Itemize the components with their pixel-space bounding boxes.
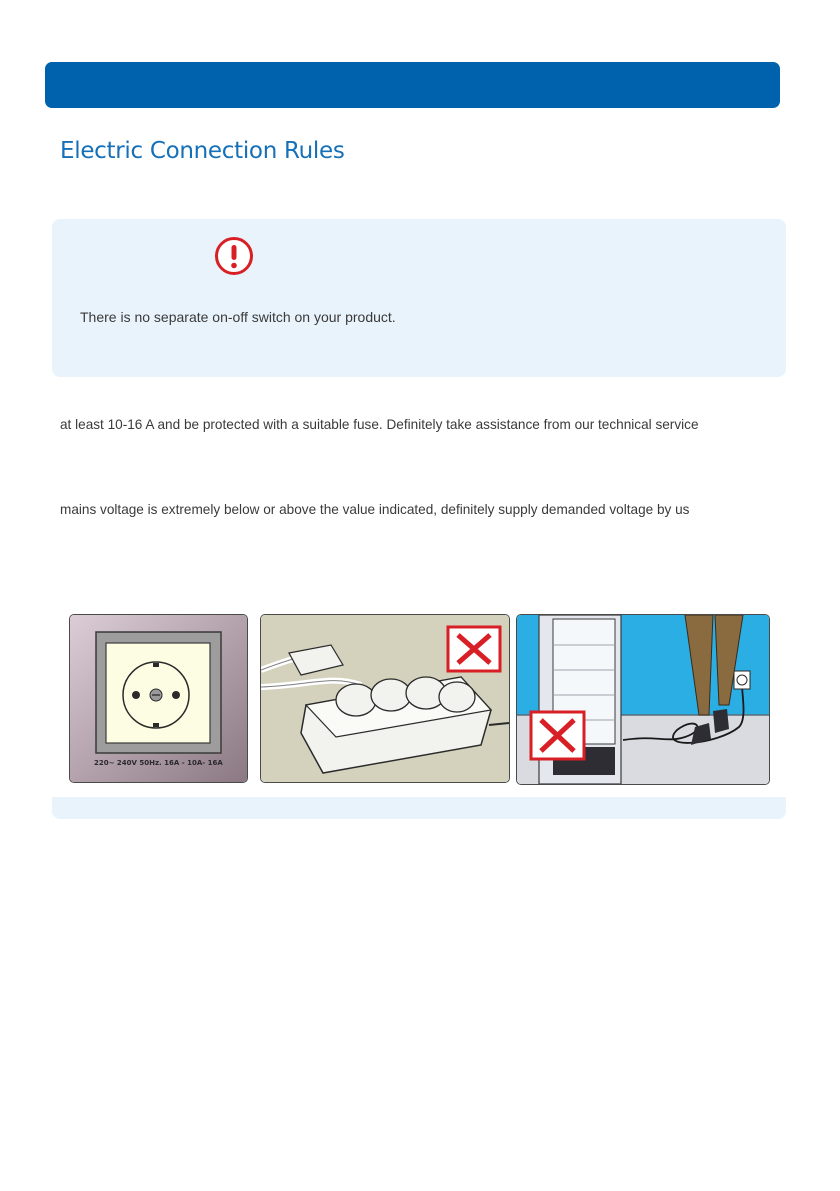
cross-mark-icon: [448, 627, 500, 671]
socket-illustration: [69, 614, 248, 783]
socket-rating-caption: 220~ 240V 50Hz. 16A - 10A- 16A: [94, 759, 223, 767]
warning-text: There is no separate on-off switch on your product.: [80, 309, 396, 325]
section-title: Electric Connection Rules: [60, 138, 345, 164]
cross-mark-icon: [531, 712, 584, 759]
warning-box: [52, 219, 786, 377]
exclamation-circle-icon: [213, 235, 255, 277]
power-strip-illustration: [260, 614, 510, 783]
wall-socket-icon: [123, 662, 189, 728]
body-text-line: at least 10-16 A and be protected with a suitable fuse. Definitely take assistance from our technical service: [60, 417, 699, 432]
body-text-line: mains voltage is extremely below or above the value indicated, definitely supply demanded voltage by us: [60, 502, 690, 517]
cord-hazard-illustration: [516, 614, 770, 785]
header-bar: [45, 62, 780, 108]
